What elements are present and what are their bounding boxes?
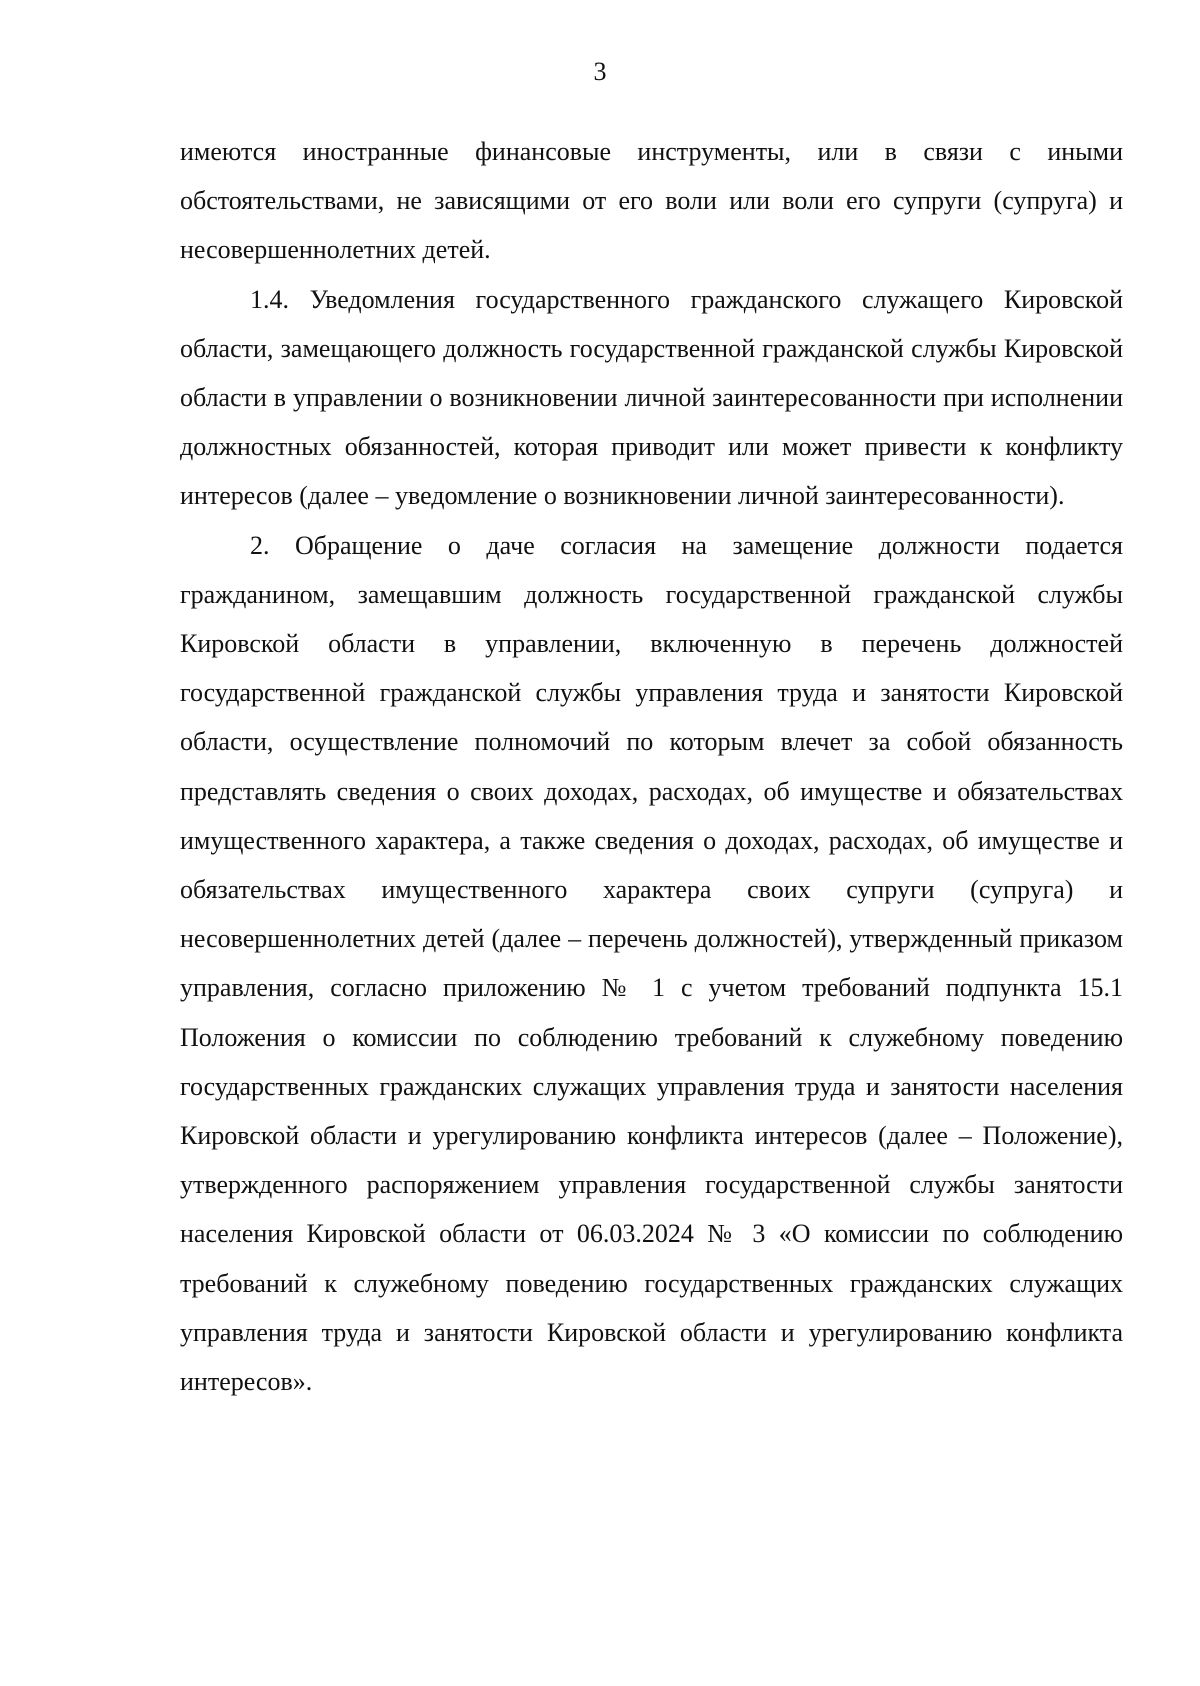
paragraph-1-4: 1.4. Уведомления государственного гражданского служащего Кировской области, замещающего должность государственной гражданской службы Кировской области в управлении о возникновении личной заинтересованности при исполнении должностных обязанностей, которая приводит или может привести к конфликту интересов (далее – уведомление о возникновении личной заинтересованности). bbox=[180, 284, 1123, 511]
paragraph-continuation: имеются иностранные финансовые инструменты, или в связи с иными обстоятельствами, не зависящими от его воли или воли его супруги (супруга) и несовершеннолетних детей. bbox=[180, 137, 1123, 265]
paragraph-2: 2. Обращение о даче согласия на замещение должности подается гражданином, замещавшим должность государственной гражданской службы Кировской области в управлении, включенную в перечень должностей государственной гражданской службы управления труда и занятости Кировской области, осуществление полномочий по которым влечет за собой обязанность представлять сведения о своих доходах, расходах, об имуществе и обязательствах имущественного характера, а также сведения о доходах, расходах, об имуществе и обязательствах имущественного характера своих супруги (супруга) и несовершеннолетних детей (далее – перечень должностей), утвержденный приказом управления, согласно приложению № 1 с учетом требований подпункта 15.1 Положения о комиссии по соблюдению требований к служебному поведению государственных гражданских служащих управления труда и занятости населения Кировской области и урегулированию конфликта интересов (далее – Положение), утвержденного распоряжением управления государственной службы занятости населения Кировской области от 06.03.2024 № 3 «О комиссии по соблюдению требований к служебному поведению государственных гражданских служащих управления труда и занятости Кировской области и урегулированию конфликта интересов». bbox=[180, 530, 1123, 1397]
document-body bbox=[180, 127, 1123, 1406]
page-number: 3 bbox=[593, 57, 607, 86]
